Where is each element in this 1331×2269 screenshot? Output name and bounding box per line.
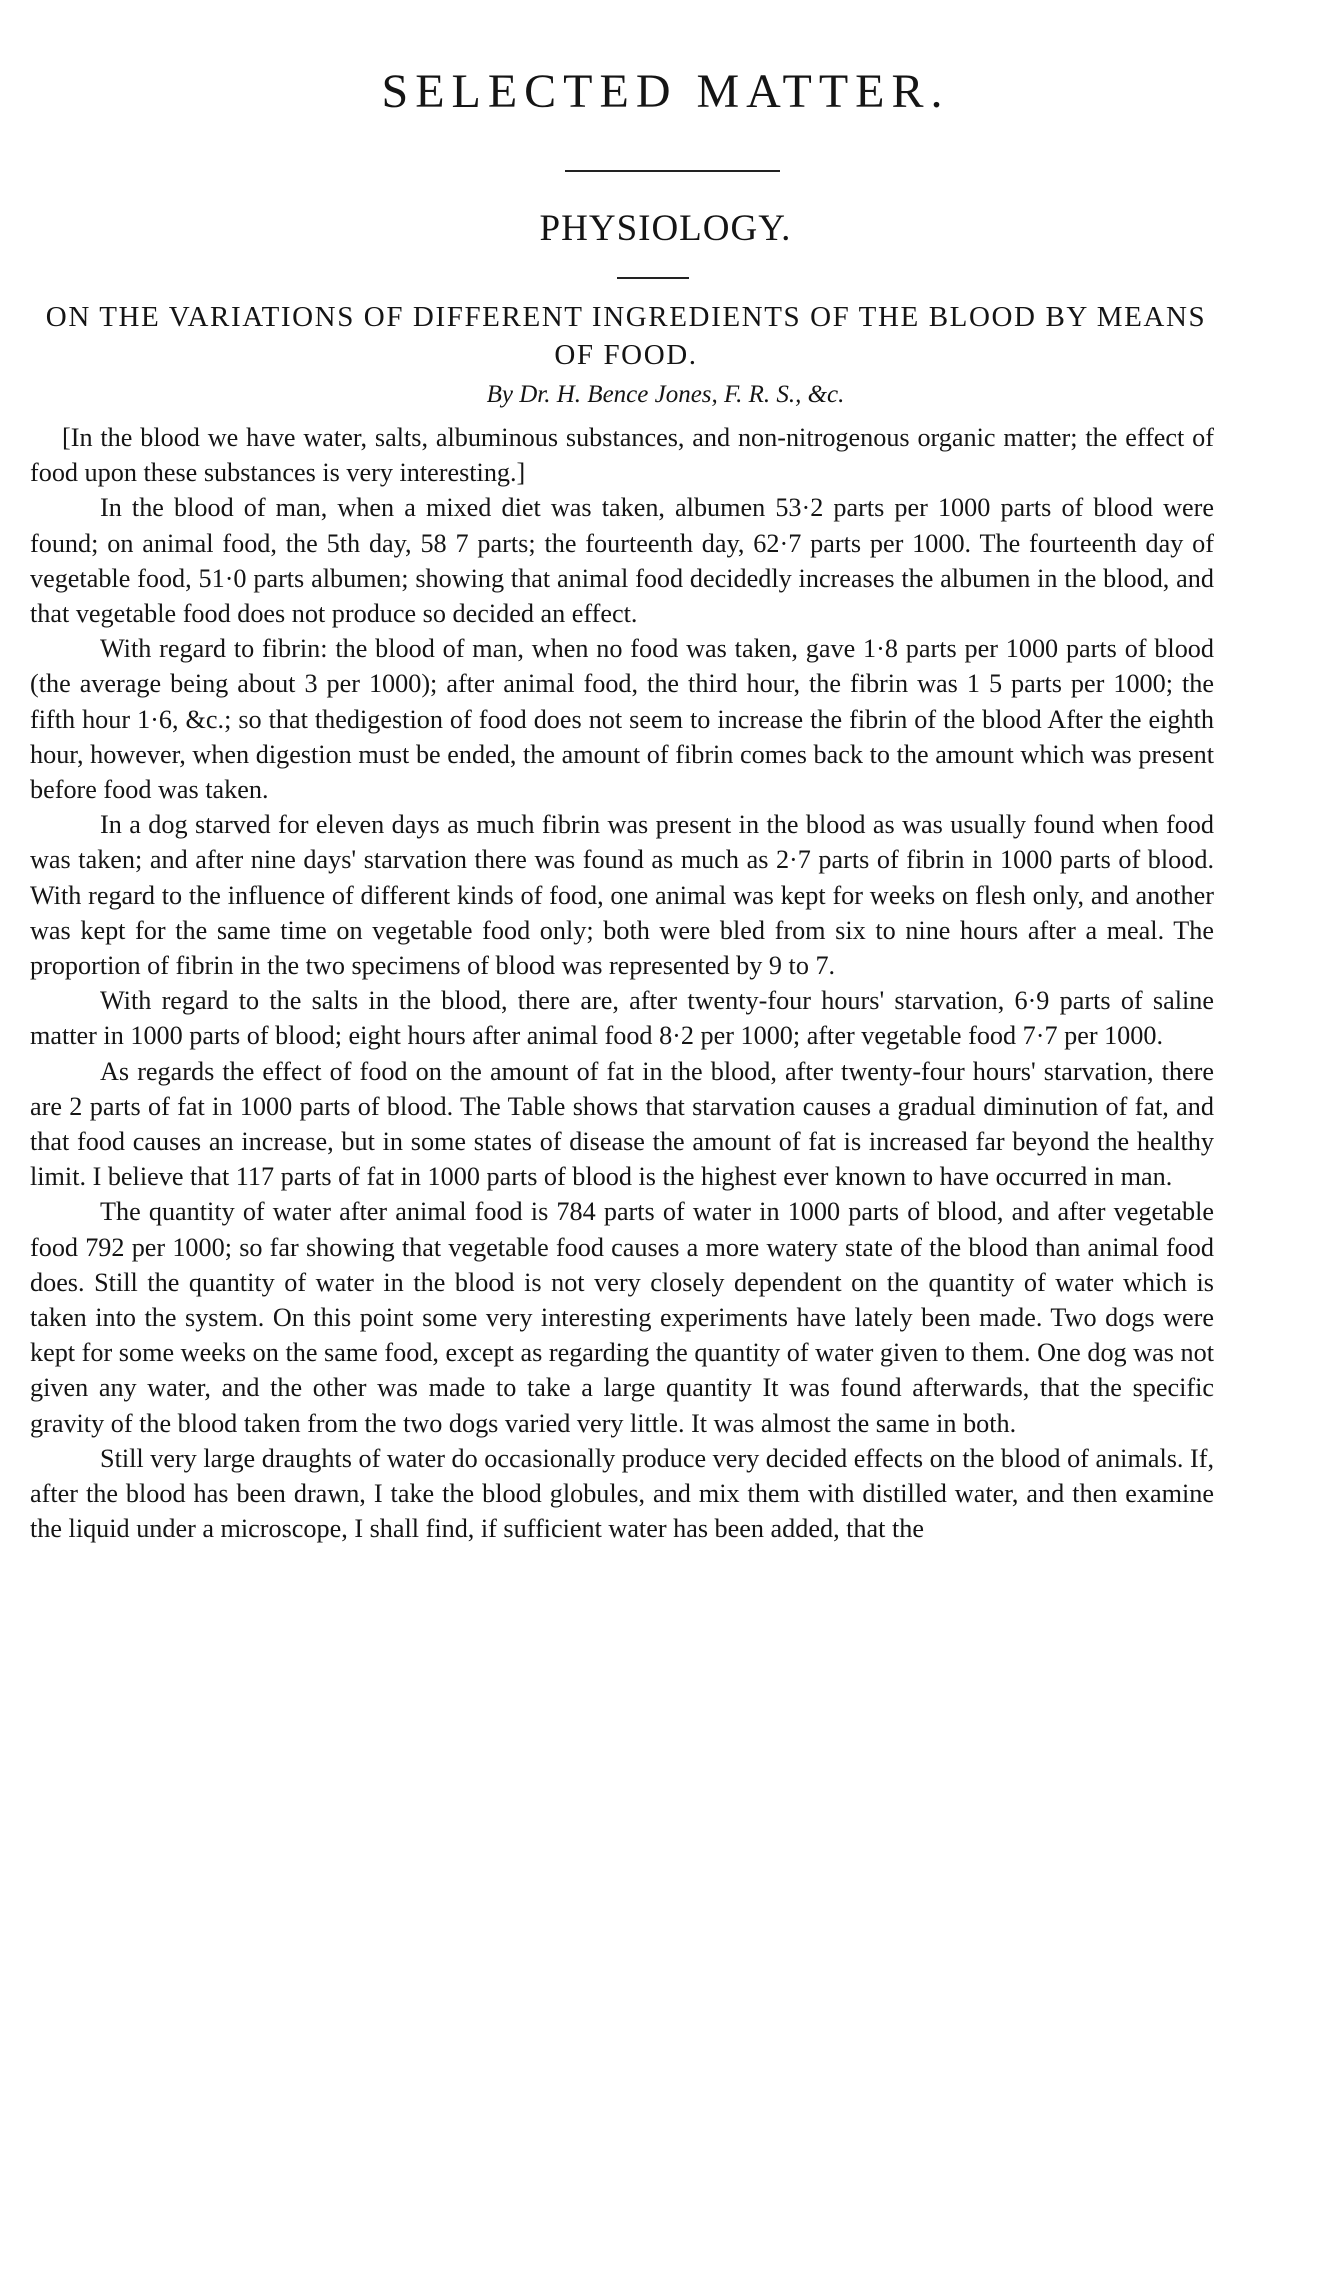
paragraph-albumen: In the blood of man, when a mixed diet was taken, albumen 53·2 parts per 1000 parts of blood were found; on animal food, the 5th day, 58 7 parts; the fourteenth day, 62·7 parts per 1000. The fourteenth day of vegetable food, 51·0 parts albumen; showing that animal food decidedly increases the albumen in the blood, and that vegetable food does not produce so decided an effect. — [30, 493, 1214, 629]
paragraph-salts: With regard to the salts in the blood, there are, after twenty-four hours' starvation, 6·9 parts of saline matter in 1000 parts of blood; eight hours after animal food 8·2 per 1000; after vegetable food 7·7 per 1000. — [30, 986, 1214, 1051]
running-header: SELECTED MATTER. — [381, 65, 950, 118]
section-rule — [617, 277, 689, 279]
paragraph-intro: [In the blood we have water, salts, albuminous substances, and non-nitrogenous organic matter; the effect of food upon these substances is very interesting.] — [30, 423, 1214, 488]
article-body — [30, 420, 1214, 1547]
section-heading: PHYSIOLOGY. — [539, 208, 792, 249]
paragraph-fat: As regards the effect of food on the amount of fat in the blood, after twenty-four hours' starvation, there are 2 parts of fat in 1000 parts of blood. The Table shows that starvation causes a gradual diminution of fat, and that food causes an increase, but in some states of disease the amount of fat is increased far beyond the healthy limit. I believe that 117 parts of fat in 1000 parts of blood is the highest ever known to have occurred in man. — [30, 1056, 1214, 1192]
paragraph-starved-dog: In a dog starved for eleven days as much fibrin was present in the blood as was usually found when food was taken; and after nine days' starvation there was found as much as 2·7 parts of fibrin in 1000 parts of blood. With regard to the influence of different kinds of food, one animal was kept for weeks on flesh only, and another was kept for the same time on vegetable food only; both were bled from six to nine hours after a meal. The proportion of fibrin in the two specimens of blood was represented by 9 to 7. — [30, 810, 1214, 981]
article-byline: By Dr. H. Bence Jones, F. R. S., &c. — [486, 381, 845, 408]
paragraph-draughts: Still very large draughts of water do occasionally produce very decided effects on the blood of animals. If, after the blood has been drawn, I take the blood globules, and mix them with distilled water, and then examine the liquid under a microscope, I shall find, if sufficient water has been added, that the — [30, 1443, 1214, 1544]
header-rule — [565, 170, 780, 172]
paragraph-water: The quantity of water after animal food is 784 parts of water in 1000 parts of blood, and after vegetable food 792 per 1000; so far showing that vegetable food causes a more watery state of the blood than animal food does. Still the quantity of water in the blood is not very closely dependent on the quantity of water which is taken into the system. On this point some very interesting experiments have lately been made. Two dogs were kept for some weeks on the same food, except as regarding the quantity of water given to them. One dog was not given any water, and the other was made to take a large quantity It was found afterwards, that the specific gravity of the blood taken from the two dogs varied very little. It was almost the same in both. — [30, 1197, 1214, 1438]
article-title: ON THE VARIATIONS OF DIFFERENT INGREDIENTS OF THE BLOOD BY MEANS OF FOOD. — [45, 301, 1207, 371]
paragraph-fibrin: With regard to fibrin: the blood of man, when no food was taken, gave 1·8 parts per 1000 parts of blood (the average being about 3 per 1000); after animal food, the third hour, the fibrin was 1 5 parts per 1000; the fifth hour 1·6, &c.; so that thedigestion of food does not seem to increase the fibrin of the blood After the eighth hour, however, when digestion must be ended, the amount of fibrin comes back to the amount which was present before food was taken. — [30, 634, 1214, 805]
